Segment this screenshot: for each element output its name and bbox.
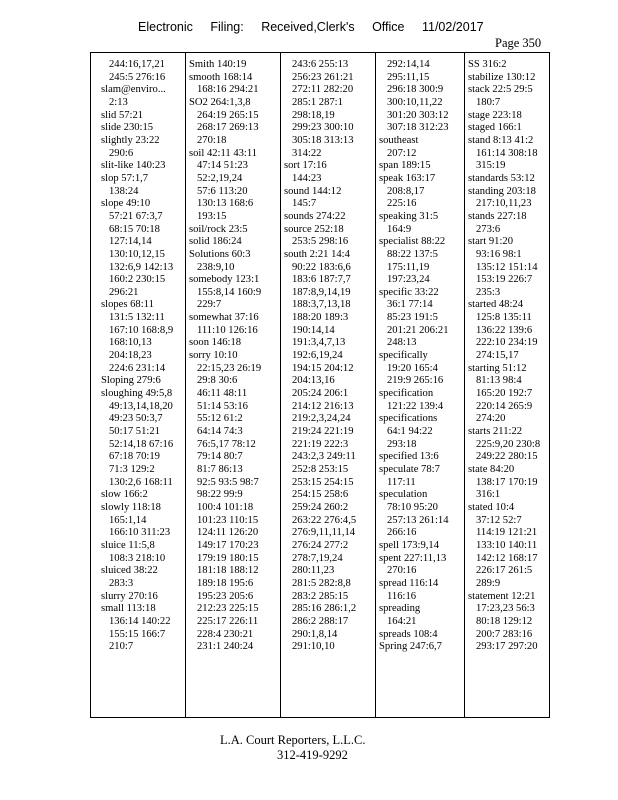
index-entry: 253:15 254:15	[292, 476, 354, 488]
index-entry: 98:22 99:9	[197, 489, 243, 501]
index-entry: 101:23 110:15	[197, 514, 259, 526]
index-entry: 57:6 113:20	[197, 185, 248, 197]
index-column-4	[375, 59, 469, 713]
index-entry: slit-like 140:23	[101, 160, 166, 172]
index-entry: 314:22	[292, 147, 322, 159]
header-date: 11/02/2017	[421, 20, 484, 34]
index-entry: 37:12 52:7	[476, 514, 522, 526]
index-entry: somebody 123:1	[189, 274, 260, 286]
index-entry: 88:22 137:5	[387, 248, 438, 260]
index-entry: slightly 23:22	[101, 134, 160, 146]
index-entry: specifically	[379, 350, 428, 362]
index-entry: slurry 270:16	[101, 590, 158, 602]
filing-header	[138, 20, 498, 34]
index-entry: sloughing 49:5,8	[101, 388, 173, 400]
index-entry: 191:3,4,7,13	[292, 337, 346, 349]
index-entry: 19:20 165:4	[387, 362, 438, 374]
index-entry: 52:2,19,24	[197, 172, 243, 184]
index-entry: 49:13,14,18,20	[109, 400, 173, 412]
index-entry: 189:18 195:6	[197, 577, 254, 589]
index-entry: 52:14,18 67:16	[109, 438, 174, 450]
index-entry: 220:14 265:9	[476, 400, 533, 412]
index-entry: 194:15 204:12	[292, 362, 354, 374]
index-entry: 221:19 222:3	[292, 438, 349, 450]
index-column-3	[280, 59, 375, 713]
index-entry: 190:14,14	[292, 324, 335, 336]
index-entry: 121:22 139:4	[387, 400, 444, 412]
index-entry: 283:2 285:15	[292, 590, 349, 602]
index-entry: 133:10 140:11	[476, 539, 538, 551]
index-entry: 285:1 287:1	[292, 96, 343, 108]
index-entry: 187:8,9,14,19	[292, 286, 351, 298]
index-entry: 292:14,14	[387, 59, 430, 70]
index-entry: 286:2 288:17	[292, 615, 349, 627]
index-entry: 136:14 140:22	[109, 615, 171, 627]
header-filing: Electronic	[138, 20, 193, 34]
index-entry: 316:1	[476, 489, 501, 501]
index-entry: sort 17:16	[284, 160, 327, 172]
index-entry: 50:17 51:21	[109, 426, 160, 438]
index-entry: SO2 264:1,3,8	[189, 96, 251, 108]
index-entry: 51:14 53:16	[197, 400, 248, 412]
index-entry: 252:8 253:15	[292, 464, 349, 475]
index-entry: smooth 168:14	[189, 71, 253, 83]
index-entry: 81:13 98:4	[476, 375, 522, 387]
index-entry: Spring 247:6,7	[379, 641, 442, 653]
index-entry: 293:17 297:20	[476, 641, 538, 653]
index-entry: slid 57:21	[101, 109, 144, 121]
footer-phone: 312-419-9292	[277, 748, 348, 762]
index-entry: 144:23	[292, 172, 322, 184]
header-status: Received,Clerk's	[261, 20, 355, 34]
index-entry: 224:6 231:14	[109, 362, 166, 374]
index-entry: 259:24 260:2	[292, 501, 349, 513]
index-entry: 229:7	[197, 299, 222, 311]
index-entry: 210:7	[109, 641, 134, 653]
index-entry: 263:22 276:4,5	[292, 514, 357, 526]
index-entry: 208:8,17	[387, 185, 425, 197]
index-entry: 281:5 282:8,8	[292, 577, 351, 589]
index-entry: slop 57:1,7	[101, 172, 149, 184]
index-entry: 253:5 298:16	[292, 236, 349, 248]
index-entry: 222:10 234:19	[476, 337, 538, 349]
index-entry: 245:5 276:16	[109, 71, 166, 83]
index-entry: slam@enviro...	[101, 84, 166, 96]
index-entry: 130:2,6 168:11	[109, 476, 173, 488]
index-entry: starting 51:12	[468, 362, 527, 374]
index-entry: solid 186:24	[189, 236, 242, 248]
index-entry: sound 144:12	[284, 185, 342, 197]
index-entry: 225:16	[387, 198, 417, 210]
index-entry: spreading	[379, 603, 421, 615]
index-entry: 2:13	[109, 96, 128, 108]
index-entry: 228:4 230:21	[197, 628, 254, 640]
index-entry: 130:10,12,15	[109, 248, 165, 260]
index-entry: 283:3	[109, 577, 134, 589]
index-entry: 244:16,17,21	[109, 59, 165, 70]
index-entry: 200:7 283:16	[476, 628, 533, 640]
index-entry: 307:18 312:23	[387, 122, 449, 134]
index-frame	[90, 52, 550, 718]
index-entry: 300:10,11,22	[387, 96, 443, 108]
index-entry: 138:24	[109, 185, 139, 197]
index-entry: 175:11,19	[387, 261, 430, 273]
index-entry: 298:18,19	[292, 109, 335, 121]
index-entry: 225:9,20 230:8	[476, 438, 541, 450]
index-column-2	[185, 59, 280, 713]
index-entry: 138:17 170:19	[476, 476, 538, 488]
index-entry: 201:21 206:21	[387, 324, 449, 336]
index-entry: stands 227:18	[468, 210, 527, 222]
index-entry: spell 173:9,14	[379, 539, 440, 551]
index-entry: specifications	[379, 413, 438, 425]
index-entry: slope 49:10	[101, 198, 151, 210]
index-entry: 193:15	[197, 210, 227, 222]
index-entry: slopes 68:11	[101, 299, 154, 311]
index-entry: speculation	[379, 489, 428, 501]
index-entry: sluice 11:5,8	[101, 539, 155, 551]
index-entry: 131:5 132:11	[109, 312, 165, 324]
index-entry: 273:6	[476, 223, 501, 235]
index-entry: 243:6 255:13	[292, 59, 349, 70]
index-entry: spreads 108:4	[379, 628, 438, 640]
index-entry: soon 146:18	[189, 337, 242, 349]
index-entry: sounds 274:22	[284, 210, 346, 222]
index-entry: 188:20 189:3	[292, 312, 349, 324]
index-entry: 132:6,9 142:13	[109, 261, 174, 273]
index-entry: statement 12:21	[468, 590, 536, 602]
index-entry: 225:17 226:11	[197, 615, 259, 627]
index-entry: southeast	[379, 134, 419, 146]
index-entry: 197:23,24	[387, 274, 430, 286]
index-entry: Smith 140:19	[189, 59, 247, 70]
index-entry: slowly 118:18	[101, 501, 161, 513]
index-entry: 205:24 206:1	[292, 388, 349, 400]
index-entry: 289:9	[476, 577, 501, 589]
index-entry: sorry 10:10	[189, 350, 238, 362]
index-entry: 164:9	[387, 223, 412, 235]
index-entry: 29:8 30:6	[197, 375, 238, 387]
index-entry: slide 230:15	[101, 122, 154, 134]
index-entry: speaking 31:5	[379, 210, 439, 222]
index-entry: 161:14 308:18	[476, 147, 538, 159]
index-entry: 231:1 240:24	[197, 641, 254, 653]
index-entry: somewhat 37:16	[189, 312, 259, 324]
index-entry: 299:23 300:10	[292, 122, 354, 134]
index-entry: 57:21 67:3,7	[109, 210, 163, 222]
index-entry: span 189:15	[379, 160, 431, 172]
index-entry: source 252:18	[284, 223, 344, 235]
index-entry: 181:18 188:12	[197, 565, 259, 577]
index-entry: 46:11 48:11	[197, 388, 248, 400]
index-entry: 76:5,17 78:12	[197, 438, 256, 450]
index-entry: 145:7	[292, 198, 317, 210]
index-entry: 80:18 129:12	[476, 615, 533, 627]
index-entry: 164:21	[387, 615, 417, 627]
index-entry: 219:9 265:16	[387, 375, 444, 387]
index-entry: 17:23,23 56:3	[476, 603, 535, 615]
index-entry: 111:10 126:16	[197, 324, 258, 336]
index-entry: 71:3 129:2	[109, 464, 155, 475]
index-entry: 78:10 95:20	[387, 501, 438, 513]
index-entry: 67:18 70:19	[109, 451, 160, 463]
index-entry: 204:18,23	[109, 350, 152, 362]
index-entry: 81:7 86:13	[197, 464, 243, 475]
index-entry: specified 13:6	[379, 451, 439, 463]
index-entry: 93:16 98:1	[476, 248, 522, 260]
index-entry: 204:13,16	[292, 375, 335, 387]
index-entry: 268:17 269:13	[197, 122, 259, 134]
index-entry: 249:22 280:15	[476, 451, 538, 463]
index-entry: specialist 88:22	[379, 236, 446, 248]
index-entry: 166:10 311:23	[109, 527, 171, 539]
index-entry: 90:22 183:6,6	[292, 261, 351, 273]
index-entry: 85:23 191:5	[387, 312, 438, 324]
index-entry: 291:10,10	[292, 641, 335, 653]
index-entry: 293:18	[387, 438, 417, 450]
index-entry: small 113:18	[101, 603, 156, 615]
index-entry: 22:15,23 26:19	[197, 362, 262, 374]
index-entry: 64:14 74:3	[197, 426, 243, 438]
index-entry: SS 316:2	[468, 59, 507, 70]
index-entry: 47:14 51:23	[197, 160, 248, 172]
index-entry: 116:16	[387, 590, 417, 602]
index-entry: specification	[379, 388, 434, 400]
index-entry: 167:10 168:8,9	[109, 324, 174, 336]
index-entry: 296:21	[109, 286, 139, 298]
index-entry: 136:22 139:6	[476, 324, 533, 336]
index-entry: 270:18	[197, 134, 227, 146]
index-entry: 130:13 168:6	[197, 198, 254, 210]
index-entry: 295:11,15	[387, 71, 430, 83]
index-entry: specific 33:22	[379, 286, 439, 298]
index-entry: stack 22:5 29:5	[468, 84, 533, 96]
index-entry: 254:15 258:6	[292, 489, 349, 501]
index-entry: start 91:20	[468, 236, 514, 248]
index-entry: soil 42:11 43:11	[189, 147, 258, 159]
index-entry: spread 116:14	[379, 577, 439, 589]
index-entry: 212:23 225:15	[197, 603, 259, 615]
index-entry: 188:3,7,13,18	[292, 299, 351, 311]
index-entry: 165:20 192:7	[476, 388, 533, 400]
index-entry: 155:15 166:7	[109, 628, 166, 640]
footer-company: L.A. Court Reporters, L.L.C.	[220, 733, 366, 747]
index-entry: 219:24 221:19	[292, 426, 354, 438]
index-entry: sluiced 38:22	[101, 565, 158, 577]
index-entry: starts 211:22	[468, 426, 523, 438]
index-entry: south 2:21 14:4	[284, 248, 350, 260]
index-entry: 235:3	[476, 286, 501, 298]
index-entry: 243:2,3 249:11	[292, 451, 356, 463]
index-entry: 180:7	[476, 96, 501, 108]
index-entry: 266:16	[387, 527, 417, 539]
index-entry: 100:4 101:18	[197, 501, 254, 513]
index-entry: 160:2 230:15	[109, 274, 166, 286]
index-entry: 217:10,11,23	[476, 198, 532, 210]
index-entry: 274:20	[476, 413, 506, 425]
index-entry: 55:12 61:2	[197, 413, 243, 425]
index-entry: 305:18 313:13	[292, 134, 354, 146]
index-entry: spent 227:11,13	[379, 552, 447, 564]
index-entry: 301:20 303:12	[387, 109, 449, 121]
header-office: Office	[372, 20, 405, 34]
index-entry: 214:12 216:13	[292, 400, 354, 412]
index-entry: 270:16	[387, 565, 417, 577]
index-entry: 49:23 50:3,7	[109, 413, 163, 425]
index-entry: 280:11,23	[292, 565, 335, 577]
index-entry: standing 203:18	[468, 185, 536, 197]
index-entry: 165:1,14	[109, 514, 147, 526]
index-entry: 219:2,3,24,24	[292, 413, 351, 425]
index-entry: 315:19	[476, 160, 506, 172]
index-entry: stage 223:18	[468, 109, 522, 121]
index-entry: 256:23 261:21	[292, 71, 354, 83]
index-entry: speculate 78:7	[379, 464, 440, 475]
index-entry: 274:15,17	[476, 350, 519, 362]
index-entry: state 84:20	[468, 464, 515, 475]
index-entry: 108:3 218:10	[109, 552, 166, 564]
index-entry: 207:12	[387, 147, 417, 159]
index-entry: 36:1 77:14	[387, 299, 433, 311]
index-column-1	[97, 59, 185, 713]
index-entry: Sloping 279:6	[101, 375, 161, 387]
index-entry: 142:12 168:17	[476, 552, 538, 564]
index-column-5	[464, 59, 550, 713]
index-entry: 168:16 294:21	[197, 84, 259, 96]
index-entry: started 48:24	[468, 299, 524, 311]
index-entry: 272:11 282:20	[292, 84, 354, 96]
index-entry: soil/rock 23:5	[189, 223, 248, 235]
index-entry: 135:12 151:14	[476, 261, 538, 273]
index-entry: Solutions 60:3	[189, 248, 251, 260]
index-entry: 278:7,19,24	[292, 552, 343, 564]
index-entry: 114:19 121:21	[476, 527, 538, 539]
index-entry: speak 163:17	[379, 172, 436, 184]
index-entry: 64:1 94:22	[387, 426, 433, 438]
index-entry: 179:19 180:15	[197, 552, 259, 564]
index-entry: 248:13	[387, 337, 417, 349]
index-entry: 155:8,14 160:9	[197, 286, 262, 298]
index-entry: 183:6 187:7,7	[292, 274, 351, 286]
index-entry: 290:1,8,14	[292, 628, 338, 640]
index-entry: 79:14 80:7	[197, 451, 243, 463]
index-entry: stand 8:13 41:2	[468, 134, 534, 146]
index-entry: 276:9,11,11,14	[292, 527, 356, 539]
index-entry: 127:14,14	[109, 236, 152, 248]
index-entry: 238:9,10	[197, 261, 235, 273]
index-entry: 257:13 261:14	[387, 514, 449, 526]
index-entry: 92:5 93:5 98:7	[197, 476, 259, 488]
index-entry: slow 166:2	[101, 489, 148, 501]
header-label: Filing:	[210, 20, 244, 34]
index-entry: 117:11	[387, 476, 416, 488]
index-entry: stated 10:4	[468, 501, 515, 513]
index-entry: 296:18 300:9	[387, 84, 444, 96]
index-entry: 149:17 170:23	[197, 539, 259, 551]
index-entry: 264:19 265:15	[197, 109, 259, 121]
index-entry: 195:23 205:6	[197, 590, 254, 602]
index-entry: 192:6,19,24	[292, 350, 343, 362]
index-entry: stabilize 130:12	[468, 71, 536, 83]
index-entry: 226:17 261:5	[476, 565, 533, 577]
index-entry: 285:16 286:1,2	[292, 603, 357, 615]
index-entry: 168:10,13	[109, 337, 152, 349]
index-entry: 124:11 126:20	[197, 527, 259, 539]
page-number: Page 350	[495, 36, 542, 50]
index-entry: standards 53:12	[468, 172, 535, 184]
index-entry: 276:24 277:2	[292, 539, 349, 551]
index-entry: 290:6	[109, 147, 134, 159]
index-entry: 68:15 70:18	[109, 223, 160, 235]
index-entry: staged 166:1	[468, 122, 522, 134]
index-entry: 153:19 226:7	[476, 274, 533, 286]
index-entry: 125:8 135:11	[476, 312, 532, 324]
